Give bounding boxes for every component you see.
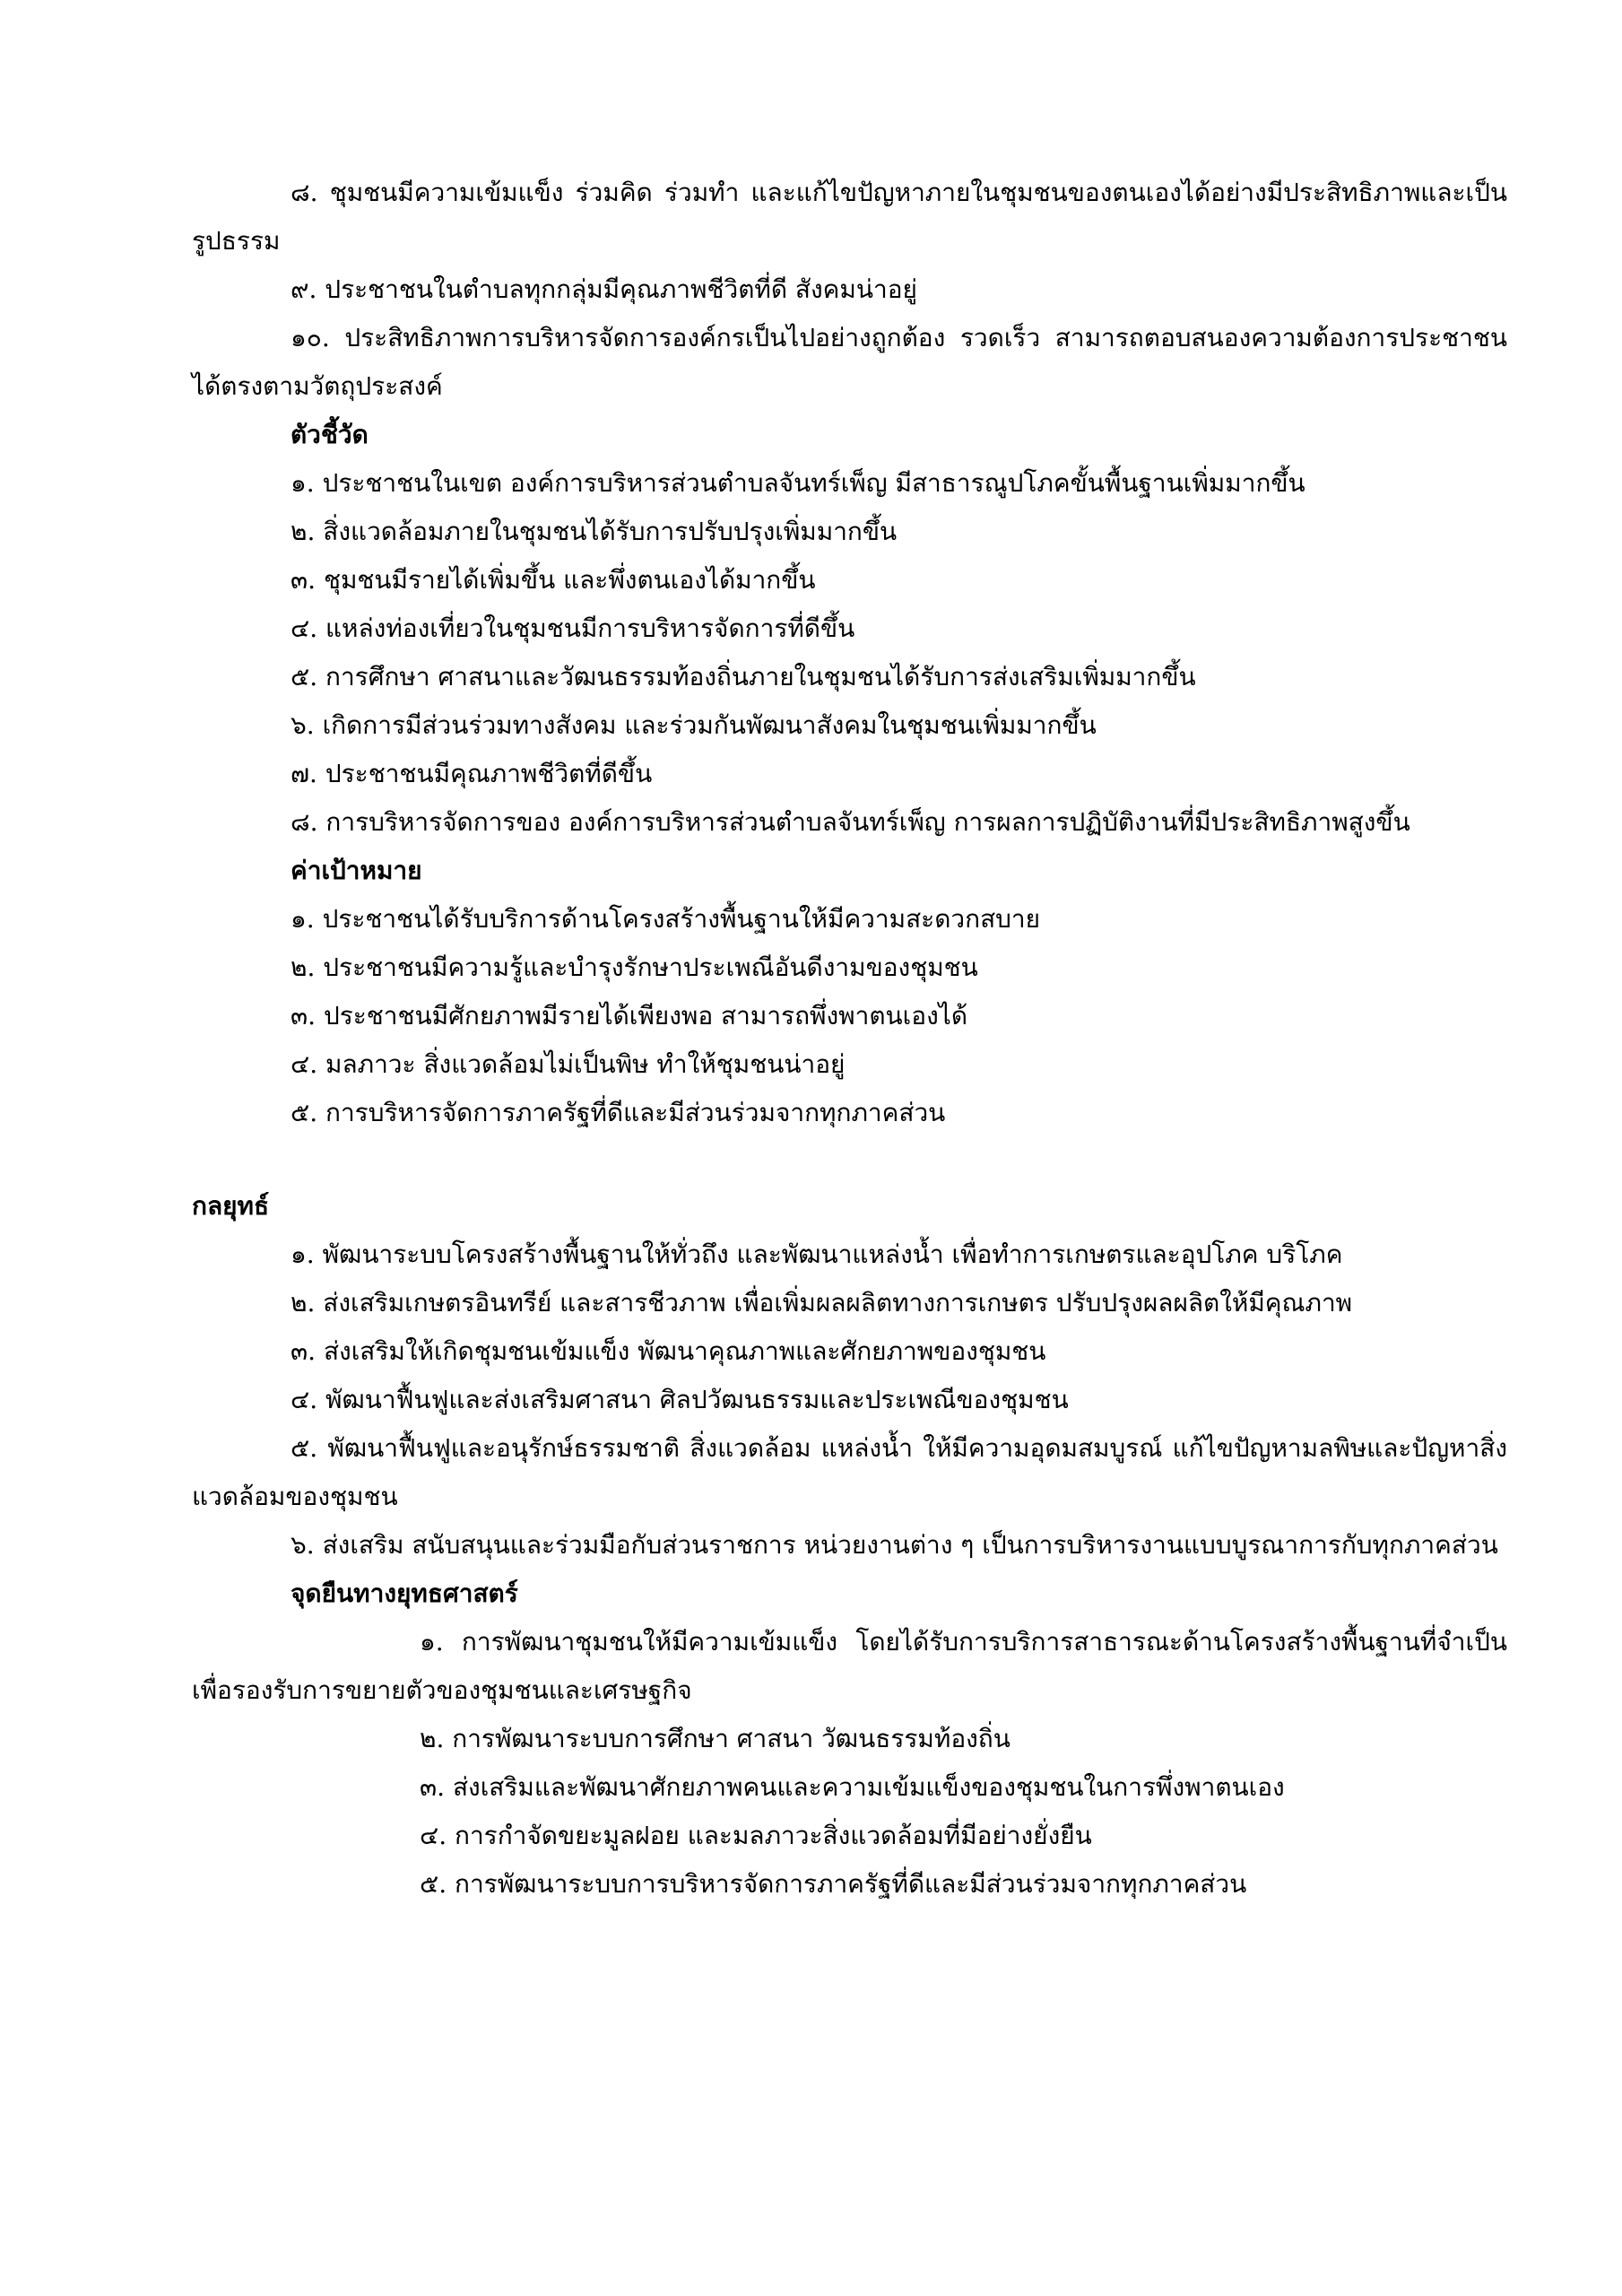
position-item: ๔. การกำจัดขยะมูลฝอย และมลภาวะสิ่งแวดล้อมที่มีอย่างยั่งยืน xyxy=(420,1821,1092,1850)
indicator-item: ๓. ชุมชนมีรายได้เพิ่มขึ้น และพึ่งตนเองได้มากขึ้น xyxy=(291,565,816,595)
indicators-heading: ตัวชี้วัด xyxy=(291,420,369,449)
strategy-item: ๖. ส่งเสริม สนับสนุนและร่วมมือกับส่วนราชการ หน่วยงานต่าง ๆ เป็นการบริหารงานแบบบูรณาการกับทุกภาคส่วน xyxy=(291,1530,1498,1560)
target-item: ๑. ประชาชนได้รับบริการด้านโครงสร้างพื้นฐานให้มีความสะดวกสบาย xyxy=(291,904,1041,934)
section-gap xyxy=(192,1137,1507,1182)
strategy-item: ๓. ส่งเสริมให้เกิดชุมชนเข้มแข็ง พัฒนาคุณภาพและศักยภาพของชุมชน xyxy=(291,1336,1046,1366)
target-item: ๕. การบริหารจัดการภาครัฐที่ดีและมีส่วนร่วมจากทุกภาคส่วน xyxy=(291,1098,946,1127)
indicator-item: ๔. แหล่งท่องเที่ยวในชุมชนมีการบริหารจัดการที่ดีขึ้น xyxy=(291,613,855,643)
indicator-item: ๘. การบริหารจัดการของ องค์การบริหารส่วนตำบลจันทร์เพ็ญ การผลการปฏิบัติงานที่มีประสิทธิภาพสูงขึ้น xyxy=(291,807,1410,837)
position-item: ๒. การพัฒนาระบบการศึกษา ศาสนา วัฒนธรรมท้องถิ่น xyxy=(420,1724,1010,1753)
indicator-item: ๖. เกิดการมีส่วนร่วมทางสังคม และร่วมกันพัฒนาสังคมในชุมชนเพิ่มมากขึ้น xyxy=(291,710,1097,740)
strategy-item: ๕. พัฒนาฟื้นฟูและอนุรักษ์ธรรมชาติ สิ่งแวดล้อม แหล่งน้ำ ให้มีความอุดมสมบูรณ์ แก้ไขปัญหามลพิษและปัญหาสิ่งแวดล้อมของชุมชน xyxy=(192,1433,1507,1511)
target-item: ๓. ประชาชนมีศักยภาพมีรายได้เพียงพอ สามารถพึ่งพาตนเองได้ xyxy=(291,1001,968,1031)
target-item: ๒. ประชาชนมีความรู้และบำรุงรักษาประเพณีอันดีงามของชุมชน xyxy=(291,952,978,982)
strategy-item: ๒. ส่งเสริมเกษตรอินทรีย์ และสารชีวภาพ เพื่อเพิ่มผลผลิตทางการเกษตร ปรับปรุงผลผลิตให้มีคุณภาพ xyxy=(291,1288,1353,1318)
indicator-item: ๑. ประชาชนในเขต องค์การบริหารส่วนตำบลจันทร์เพ็ญ มีสาธารณูปโภคขั้นพื้นฐานเพิ่มมากขึ้น xyxy=(291,468,1305,498)
targets-heading: ค่าเป้าหมาย xyxy=(291,856,422,885)
indicator-item: ๗. ประชาชนมีคุณภาพชีวิตที่ดีขึ้น xyxy=(291,759,653,788)
strategy-heading: กลยุทธ์ xyxy=(192,1191,270,1221)
indicator-item: ๒. สิ่งแวดล้อมภายในชุมชนได้รับการปรับปรุงเพิ่มมากขึ้น xyxy=(291,517,898,546)
strategic-position-heading: จุดยืนทางยุทธศาสตร์ xyxy=(291,1578,518,1608)
mission-item-10: ๑๐. ประสิทธิภาพการบริหารจัดการองค์กรเป็นไปอย่างถูกต้อง รวดเร็ว สามารถตอบสนองความต้องการประชาชนได้ตรงตามวัตถุประสงค์ xyxy=(192,323,1507,401)
mission-item-9: ๙. ประชาชนในตำบลทุกกลุ่มมีคุณภาพชีวิตที่ดี สังคมน่าอยู่ xyxy=(291,274,917,304)
indicator-item: ๕. การศึกษา ศาสนาและวัฒนธรรมท้องถิ่นภายในชุมชนได้รับการส่งเสริมเพิ่มมากขึ้น xyxy=(291,662,1196,691)
mission-item-8: ๘. ชุมชนมีความเข้มแข็ง ร่วมคิด ร่วมทำ และแก้ไขปัญหาภายในชุมชนของตนเองได้อย่างมีประสิทธิภาพและเป็นรูปธรรม xyxy=(192,178,1507,256)
position-item: ๓. ส่งเสริมและพัฒนาศักยภาพคนและความเข้มแข็งของชุมชนในการพึ่งพาตนเอง xyxy=(420,1772,1285,1802)
strategy-item: ๔. พัฒนาฟื้นฟูและส่งเสริมศาสนา ศิลปวัฒนธรรมและประเพณีของชุมชน xyxy=(291,1385,1069,1414)
target-item: ๔. มลภาวะ สิ่งแวดล้อมไม่เป็นพิษ ทำให้ชุมชนน่าอยู่ xyxy=(291,1049,846,1079)
strategy-item: ๑. พัฒนาระบบโครงสร้างพื้นฐานให้ทั่วถึง และพัฒนาแหล่งน้ำ เพื่อทำการเกษตรและอุปโภค บริโภค xyxy=(291,1239,1343,1269)
position-item: ๕. การพัฒนาระบบการบริหารจัดการภาครัฐที่ดีและมีส่วนร่วมจากทุกภาคส่วน xyxy=(420,1869,1247,1899)
position-item: ๑. การพัฒนาชุมชนให้มีความเข้มแข็ง โดยได้รับการบริการสาธารณะด้านโครงสร้างพื้นฐานที่จำเป็นเพื่อรองรับการขยายตัวของชุมชนและเศรษฐกิจ xyxy=(192,1627,1507,1705)
